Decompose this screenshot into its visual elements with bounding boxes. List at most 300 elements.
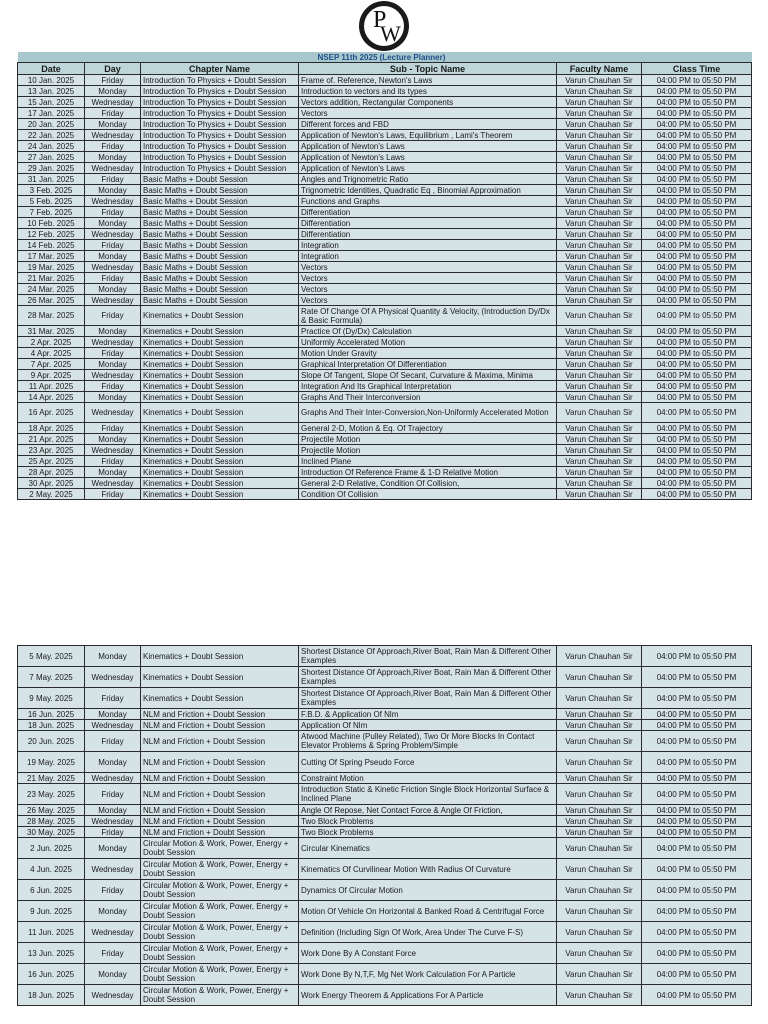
table-row (18, 827, 752, 838)
class-time-cell: 04:00 PM to 05:50 PM (642, 478, 752, 489)
date-cell: 10 Feb. 2025 (18, 218, 85, 229)
faculty-cell: Varun Chauhan Sir (557, 773, 642, 784)
date-cell: 5 May. 2025 (18, 646, 85, 667)
subtopic-cell: Vectors (299, 273, 557, 284)
chapter-cell: Circular Motion & Work, Power, Energy + Doubt Session (141, 985, 299, 1006)
date-cell: 24 Mar. 2025 (18, 284, 85, 295)
table-row (18, 229, 752, 240)
table-row (18, 86, 752, 97)
table-row (18, 752, 752, 773)
faculty-cell: Varun Chauhan Sir (557, 348, 642, 359)
table-row (18, 445, 752, 456)
subtopic-cell: Angle Of Repose, Net Contact Force & Angle Of Friction, (299, 805, 557, 816)
table-row (18, 326, 752, 337)
chapter-cell: Circular Motion & Work, Power, Energy + Doubt Session (141, 838, 299, 859)
date-cell: 17 Jan. 2025 (18, 108, 85, 119)
faculty-cell: Varun Chauhan Sir (557, 752, 642, 773)
day-cell: Monday (85, 467, 141, 478)
day-cell: Friday (85, 273, 141, 284)
table-row (18, 964, 752, 985)
class-time-cell: 04:00 PM to 05:50 PM (642, 752, 752, 773)
faculty-cell: Varun Chauhan Sir (557, 370, 642, 381)
day-cell: Wednesday (85, 922, 141, 943)
subtopic-cell: Constraint Motion (299, 773, 557, 784)
class-time-cell: 04:00 PM to 05:50 PM (642, 784, 752, 805)
subtopic-cell: Trignometric Identities, Quadratic Eq , Binomial Approximation (299, 185, 557, 196)
subtopic-cell: Vectors (299, 295, 557, 306)
day-cell: Monday (85, 901, 141, 922)
date-cell: 14 Feb. 2025 (18, 240, 85, 251)
date-cell: 13 Jan. 2025 (18, 86, 85, 97)
faculty-cell: Varun Chauhan Sir (557, 709, 642, 720)
table-row (18, 816, 752, 827)
pw-logo-p: P (373, 7, 387, 33)
day-cell: Monday (85, 805, 141, 816)
pw-logo-w: W (380, 21, 401, 46)
class-time-cell: 04:00 PM to 05:50 PM (642, 86, 752, 97)
faculty-cell: Varun Chauhan Sir (557, 240, 642, 251)
date-cell: 22 Jan. 2025 (18, 130, 85, 141)
day-cell: Monday (85, 185, 141, 196)
faculty-cell: Varun Chauhan Sir (557, 273, 642, 284)
class-time-cell: 04:00 PM to 05:50 PM (642, 141, 752, 152)
date-cell: 28 Mar. 2025 (18, 306, 85, 326)
date-cell: 24 Jan. 2025 (18, 141, 85, 152)
class-time-cell: 04:00 PM to 05:50 PM (642, 240, 752, 251)
subtopic-cell: Application of Newton's Laws, Equilibrium , Lami's Theorem (299, 130, 557, 141)
faculty-cell: Varun Chauhan Sir (557, 827, 642, 838)
class-time-cell: 04:00 PM to 05:50 PM (642, 262, 752, 273)
lecture-planner-table-page2 (17, 645, 752, 1006)
class-time-cell: 04:00 PM to 05:50 PM (642, 174, 752, 185)
subtopic-cell: Work Done By N,T,F, Mg Net Work Calculation For A Particle (299, 964, 557, 985)
faculty-cell: Varun Chauhan Sir (557, 392, 642, 403)
chapter-cell: Kinematics + Doubt Session (141, 646, 299, 667)
date-cell: 21 Mar. 2025 (18, 273, 85, 284)
faculty-cell: Varun Chauhan Sir (557, 467, 642, 478)
chapter-cell: Introduction To Physics + Doubt Session (141, 119, 299, 130)
class-time-cell: 04:00 PM to 05:50 PM (642, 130, 752, 141)
subtopic-cell: Differentiation (299, 218, 557, 229)
subtopic-cell: Two Block Problems (299, 827, 557, 838)
date-cell: 16 Jun. 2025 (18, 964, 85, 985)
class-time-cell: 04:00 PM to 05:50 PM (642, 75, 752, 86)
faculty-cell: Varun Chauhan Sir (557, 229, 642, 240)
chapter-cell: Kinematics + Doubt Session (141, 348, 299, 359)
day-cell: Friday (85, 827, 141, 838)
chapter-cell: Kinematics + Doubt Session (141, 326, 299, 337)
date-cell: 2 Apr. 2025 (18, 337, 85, 348)
day-cell: Monday (85, 838, 141, 859)
header-day: Day (85, 63, 141, 75)
table-row (18, 370, 752, 381)
subtopic-cell: Vectors (299, 108, 557, 119)
chapter-cell: Circular Motion & Work, Power, Energy + Doubt Session (141, 880, 299, 901)
table-row (18, 880, 752, 901)
faculty-cell: Varun Chauhan Sir (557, 337, 642, 348)
faculty-cell: Varun Chauhan Sir (557, 688, 642, 709)
table-row (18, 381, 752, 392)
date-cell: 27 Jan. 2025 (18, 152, 85, 163)
chapter-cell: NLM and Friction + Doubt Session (141, 752, 299, 773)
chapter-cell: Introduction To Physics + Doubt Session (141, 152, 299, 163)
faculty-cell: Varun Chauhan Sir (557, 207, 642, 218)
faculty-cell: Varun Chauhan Sir (557, 218, 642, 229)
table-row (18, 251, 752, 262)
subtopic-cell: Shortest Distance Of Approach,River Boat, Rain Man & Different Other Examples (299, 688, 557, 709)
table-row (18, 489, 752, 500)
subtopic-cell: Graphs And Their Interconversion (299, 392, 557, 403)
faculty-cell: Varun Chauhan Sir (557, 859, 642, 880)
day-cell: Friday (85, 423, 141, 434)
date-cell: 11 Apr. 2025 (18, 381, 85, 392)
table-row (18, 141, 752, 152)
subtopic-cell: Introduction Static & Kinetic Friction Single Block Horizontal Surface & Inclined Plane (299, 784, 557, 805)
date-cell: 19 Mar. 2025 (18, 262, 85, 273)
class-time-cell: 04:00 PM to 05:50 PM (642, 348, 752, 359)
table-row (18, 709, 752, 720)
pw-logo (359, 1, 409, 51)
day-cell: Wednesday (85, 859, 141, 880)
date-cell: 16 Apr. 2025 (18, 403, 85, 423)
day-cell: Wednesday (85, 478, 141, 489)
table-row (18, 922, 752, 943)
class-time-cell: 04:00 PM to 05:50 PM (642, 880, 752, 901)
faculty-cell: Varun Chauhan Sir (557, 445, 642, 456)
class-time-cell: 04:00 PM to 05:50 PM (642, 434, 752, 445)
date-cell: 3 Feb. 2025 (18, 185, 85, 196)
date-cell: 30 May. 2025 (18, 827, 85, 838)
subtopic-cell: Rate Of Change Of A Physical Quantity & Velocity, (Introduction Dy/Dx & Basic Formula) (299, 306, 557, 326)
header-faculty-name: Faculty Name (557, 63, 642, 75)
table-row (18, 784, 752, 805)
class-time-cell: 04:00 PM to 05:50 PM (642, 284, 752, 295)
day-cell: Wednesday (85, 370, 141, 381)
class-time-cell: 04:00 PM to 05:50 PM (642, 901, 752, 922)
table-row (18, 359, 752, 370)
class-time-cell: 04:00 PM to 05:50 PM (642, 152, 752, 163)
table-row (18, 943, 752, 964)
subtopic-cell: Different forces and FBD (299, 119, 557, 130)
chapter-cell: Circular Motion & Work, Power, Energy + Doubt Session (141, 922, 299, 943)
table-row (18, 284, 752, 295)
date-cell: 20 Jun. 2025 (18, 731, 85, 752)
faculty-cell: Varun Chauhan Sir (557, 901, 642, 922)
planner-title: NSEP 11th 2025 (Lecture Planner) (18, 52, 752, 63)
subtopic-cell: F.B.D. & Application Of Nlm (299, 709, 557, 720)
day-cell: Friday (85, 240, 141, 251)
day-cell: Wednesday (85, 773, 141, 784)
chapter-cell: Kinematics + Doubt Session (141, 423, 299, 434)
faculty-cell: Varun Chauhan Sir (557, 86, 642, 97)
subtopic-cell: Work Energy Theorem & Applications For A Particle (299, 985, 557, 1006)
chapter-cell: Kinematics + Doubt Session (141, 392, 299, 403)
subtopic-cell: Application Of Nlm (299, 720, 557, 731)
subtopic-cell: Frame of. Reference, Newton's Laws (299, 75, 557, 86)
date-cell: 23 May. 2025 (18, 784, 85, 805)
day-cell: Wednesday (85, 97, 141, 108)
day-cell: Friday (85, 348, 141, 359)
date-cell: 26 May. 2025 (18, 805, 85, 816)
chapter-cell: NLM and Friction + Doubt Session (141, 720, 299, 731)
subtopic-cell: Shortest Distance Of Approach,River Boat, Rain Man & Different Other Examples (299, 646, 557, 667)
date-cell: 14 Apr. 2025 (18, 392, 85, 403)
lecture-planner-table-page1 (17, 52, 752, 500)
day-cell: Wednesday (85, 262, 141, 273)
faculty-cell: Varun Chauhan Sir (557, 141, 642, 152)
date-cell: 11 Jun. 2025 (18, 922, 85, 943)
subtopic-cell: General 2-D Relative, Condition Of Collision, (299, 478, 557, 489)
class-time-cell: 04:00 PM to 05:50 PM (642, 359, 752, 370)
class-time-cell: 04:00 PM to 05:50 PM (642, 326, 752, 337)
class-time-cell: 04:00 PM to 05:50 PM (642, 273, 752, 284)
faculty-cell: Varun Chauhan Sir (557, 667, 642, 688)
table-row (18, 646, 752, 667)
class-time-cell: 04:00 PM to 05:50 PM (642, 381, 752, 392)
day-cell: Wednesday (85, 196, 141, 207)
date-cell: 26 Mar. 2025 (18, 295, 85, 306)
faculty-cell: Varun Chauhan Sir (557, 434, 642, 445)
day-cell: Friday (85, 456, 141, 467)
table-row (18, 423, 752, 434)
day-cell: Monday (85, 392, 141, 403)
chapter-cell: Introduction To Physics + Doubt Session (141, 163, 299, 174)
subtopic-cell: Work Done By A Constant Force (299, 943, 557, 964)
subtopic-cell: Projectile Motion (299, 434, 557, 445)
class-time-cell: 04:00 PM to 05:50 PM (642, 943, 752, 964)
date-cell: 16 Jun. 2025 (18, 709, 85, 720)
faculty-cell: Varun Chauhan Sir (557, 838, 642, 859)
chapter-cell: Introduction To Physics + Doubt Session (141, 130, 299, 141)
chapter-cell: NLM and Friction + Doubt Session (141, 784, 299, 805)
faculty-cell: Varun Chauhan Sir (557, 880, 642, 901)
day-cell: Monday (85, 251, 141, 262)
table-row (18, 901, 752, 922)
class-time-cell: 04:00 PM to 05:50 PM (642, 229, 752, 240)
class-time-cell: 04:00 PM to 05:50 PM (642, 709, 752, 720)
table-row (18, 108, 752, 119)
class-time-cell: 04:00 PM to 05:50 PM (642, 731, 752, 752)
class-time-cell: 04:00 PM to 05:50 PM (642, 859, 752, 880)
day-cell: Wednesday (85, 720, 141, 731)
table-row (18, 295, 752, 306)
class-time-cell: 04:00 PM to 05:50 PM (642, 392, 752, 403)
faculty-cell: Varun Chauhan Sir (557, 381, 642, 392)
table-row (18, 75, 752, 86)
subtopic-cell: Vectors (299, 262, 557, 273)
table-row (18, 337, 752, 348)
class-time-cell: 04:00 PM to 05:50 PM (642, 403, 752, 423)
faculty-cell: Varun Chauhan Sir (557, 163, 642, 174)
chapter-cell: Kinematics + Doubt Session (141, 381, 299, 392)
faculty-cell: Varun Chauhan Sir (557, 423, 642, 434)
faculty-cell: Varun Chauhan Sir (557, 174, 642, 185)
date-cell: 7 May. 2025 (18, 667, 85, 688)
day-cell: Wednesday (85, 337, 141, 348)
table-row (18, 306, 752, 326)
chapter-cell: NLM and Friction + Doubt Session (141, 827, 299, 838)
table-row (18, 130, 752, 141)
chapter-cell: Kinematics + Doubt Session (141, 306, 299, 326)
table-row (18, 174, 752, 185)
subtopic-cell: Introduction Of Reference Frame & 1-D Relative Motion (299, 467, 557, 478)
day-cell: Monday (85, 709, 141, 720)
subtopic-cell: Inclined Plane (299, 456, 557, 467)
subtopic-cell: Uniformly Accelerated Motion (299, 337, 557, 348)
class-time-cell: 04:00 PM to 05:50 PM (642, 456, 752, 467)
header-chapter-name: Chapter Name (141, 63, 299, 75)
chapter-cell: Kinematics + Doubt Session (141, 370, 299, 381)
class-time-cell: 04:00 PM to 05:50 PM (642, 423, 752, 434)
faculty-cell: Varun Chauhan Sir (557, 922, 642, 943)
table-row (18, 467, 752, 478)
date-cell: 20 Jan. 2025 (18, 119, 85, 130)
faculty-cell: Varun Chauhan Sir (557, 108, 642, 119)
chapter-cell: Kinematics + Doubt Session (141, 688, 299, 709)
day-cell: Monday (85, 646, 141, 667)
table-row (18, 97, 752, 108)
date-cell: 2 May. 2025 (18, 489, 85, 500)
chapter-cell: Basic Maths + Doubt Session (141, 251, 299, 262)
pw-logo-inner (364, 6, 404, 46)
chapter-cell: Basic Maths + Doubt Session (141, 262, 299, 273)
date-cell: 4 Apr. 2025 (18, 348, 85, 359)
table-row (18, 392, 752, 403)
faculty-cell: Varun Chauhan Sir (557, 805, 642, 816)
table-row (18, 196, 752, 207)
date-cell: 10 Jan. 2025 (18, 75, 85, 86)
faculty-cell: Varun Chauhan Sir (557, 97, 642, 108)
subtopic-cell: Application of Newton's Laws (299, 163, 557, 174)
date-cell: 29 Jan. 2025 (18, 163, 85, 174)
class-time-cell: 04:00 PM to 05:50 PM (642, 827, 752, 838)
date-cell: 6 Jun. 2025 (18, 880, 85, 901)
class-time-cell: 04:00 PM to 05:50 PM (642, 773, 752, 784)
date-cell: 9 May. 2025 (18, 688, 85, 709)
chapter-cell: Kinematics + Doubt Session (141, 337, 299, 348)
faculty-cell: Varun Chauhan Sir (557, 985, 642, 1006)
table-row (18, 348, 752, 359)
chapter-cell: Kinematics + Doubt Session (141, 434, 299, 445)
chapter-cell: Basic Maths + Doubt Session (141, 284, 299, 295)
subtopic-cell: Differentiation (299, 229, 557, 240)
table-row (18, 773, 752, 784)
date-cell: 9 Jun. 2025 (18, 901, 85, 922)
date-cell: 13 Jun. 2025 (18, 943, 85, 964)
subtopic-cell: Motion Of Vehicle On Horizontal & Banked Road & Centrifugal Force (299, 901, 557, 922)
faculty-cell: Varun Chauhan Sir (557, 359, 642, 370)
table-row (18, 207, 752, 218)
table-row (18, 163, 752, 174)
faculty-cell: Varun Chauhan Sir (557, 196, 642, 207)
day-cell: Friday (85, 306, 141, 326)
table-row (18, 185, 752, 196)
class-time-cell: 04:00 PM to 05:50 PM (642, 306, 752, 326)
day-cell: Monday (85, 359, 141, 370)
subtopic-cell: Application of Newton's Laws (299, 152, 557, 163)
date-cell: 18 Apr. 2025 (18, 423, 85, 434)
header-date: Date (18, 63, 85, 75)
day-cell: Monday (85, 218, 141, 229)
faculty-cell: Varun Chauhan Sir (557, 295, 642, 306)
day-cell: Friday (85, 207, 141, 218)
chapter-cell: Kinematics + Doubt Session (141, 667, 299, 688)
faculty-cell: Varun Chauhan Sir (557, 731, 642, 752)
table-row (18, 478, 752, 489)
faculty-cell: Varun Chauhan Sir (557, 816, 642, 827)
class-time-cell: 04:00 PM to 05:50 PM (642, 667, 752, 688)
faculty-cell: Varun Chauhan Sir (557, 646, 642, 667)
subtopic-cell: Practice Of (Dy/Dx) Calculation (299, 326, 557, 337)
chapter-cell: Introduction To Physics + Doubt Session (141, 108, 299, 119)
day-cell: Friday (85, 75, 141, 86)
chapter-cell: Introduction To Physics + Doubt Session (141, 75, 299, 86)
subtopic-cell: Projectile Motion (299, 445, 557, 456)
faculty-cell: Varun Chauhan Sir (557, 152, 642, 163)
day-cell: Monday (85, 964, 141, 985)
chapter-cell: NLM and Friction + Doubt Session (141, 773, 299, 784)
chapter-cell: Circular Motion & Work, Power, Energy + Doubt Session (141, 964, 299, 985)
date-cell: 7 Feb. 2025 (18, 207, 85, 218)
table-row (18, 667, 752, 688)
date-cell: 9 Apr. 2025 (18, 370, 85, 381)
class-time-cell: 04:00 PM to 05:50 PM (642, 337, 752, 348)
subtopic-cell: Differentiation (299, 207, 557, 218)
chapter-cell: Circular Motion & Work, Power, Energy + Doubt Session (141, 901, 299, 922)
day-cell: Monday (85, 86, 141, 97)
day-cell: Monday (85, 152, 141, 163)
faculty-cell: Varun Chauhan Sir (557, 75, 642, 86)
faculty-cell: Varun Chauhan Sir (557, 784, 642, 805)
date-cell: 25 Apr. 2025 (18, 456, 85, 467)
class-time-cell: 04:00 PM to 05:50 PM (642, 295, 752, 306)
faculty-cell: Varun Chauhan Sir (557, 119, 642, 130)
subtopic-cell: Vectors addition, Rectangular Components (299, 97, 557, 108)
chapter-cell: Basic Maths + Doubt Session (141, 240, 299, 251)
chapter-cell: Kinematics + Doubt Session (141, 445, 299, 456)
date-cell: 5 Feb. 2025 (18, 196, 85, 207)
chapter-cell: Basic Maths + Doubt Session (141, 185, 299, 196)
date-cell: 12 Feb. 2025 (18, 229, 85, 240)
day-cell: Wednesday (85, 163, 141, 174)
subtopic-cell: Two Block Problems (299, 816, 557, 827)
class-time-cell: 04:00 PM to 05:50 PM (642, 922, 752, 943)
day-cell: Friday (85, 731, 141, 752)
subtopic-cell: Circular Kinematics (299, 838, 557, 859)
faculty-cell: Varun Chauhan Sir (557, 478, 642, 489)
table-row (18, 720, 752, 731)
class-time-cell: 04:00 PM to 05:50 PM (642, 445, 752, 456)
class-time-cell: 04:00 PM to 05:50 PM (642, 688, 752, 709)
subtopic-cell: Dynamics Of Circular Motion (299, 880, 557, 901)
class-time-cell: 04:00 PM to 05:50 PM (642, 119, 752, 130)
class-time-cell: 04:00 PM to 05:50 PM (642, 251, 752, 262)
subtopic-cell: Functions and Graphs (299, 196, 557, 207)
table-row (18, 403, 752, 423)
faculty-cell: Varun Chauhan Sir (557, 326, 642, 337)
chapter-cell: Kinematics + Doubt Session (141, 467, 299, 478)
class-time-cell: 04:00 PM to 05:50 PM (642, 816, 752, 827)
faculty-cell: Varun Chauhan Sir (557, 964, 642, 985)
date-cell: 23 Apr. 2025 (18, 445, 85, 456)
date-cell: 28 Apr. 2025 (18, 467, 85, 478)
date-cell: 31 Mar. 2025 (18, 326, 85, 337)
date-cell: 31 Jan. 2025 (18, 174, 85, 185)
class-time-cell: 04:00 PM to 05:50 PM (642, 97, 752, 108)
chapter-cell: NLM and Friction + Doubt Session (141, 709, 299, 720)
date-cell: 18 Jun. 2025 (18, 985, 85, 1006)
subtopic-cell: Vectors (299, 284, 557, 295)
